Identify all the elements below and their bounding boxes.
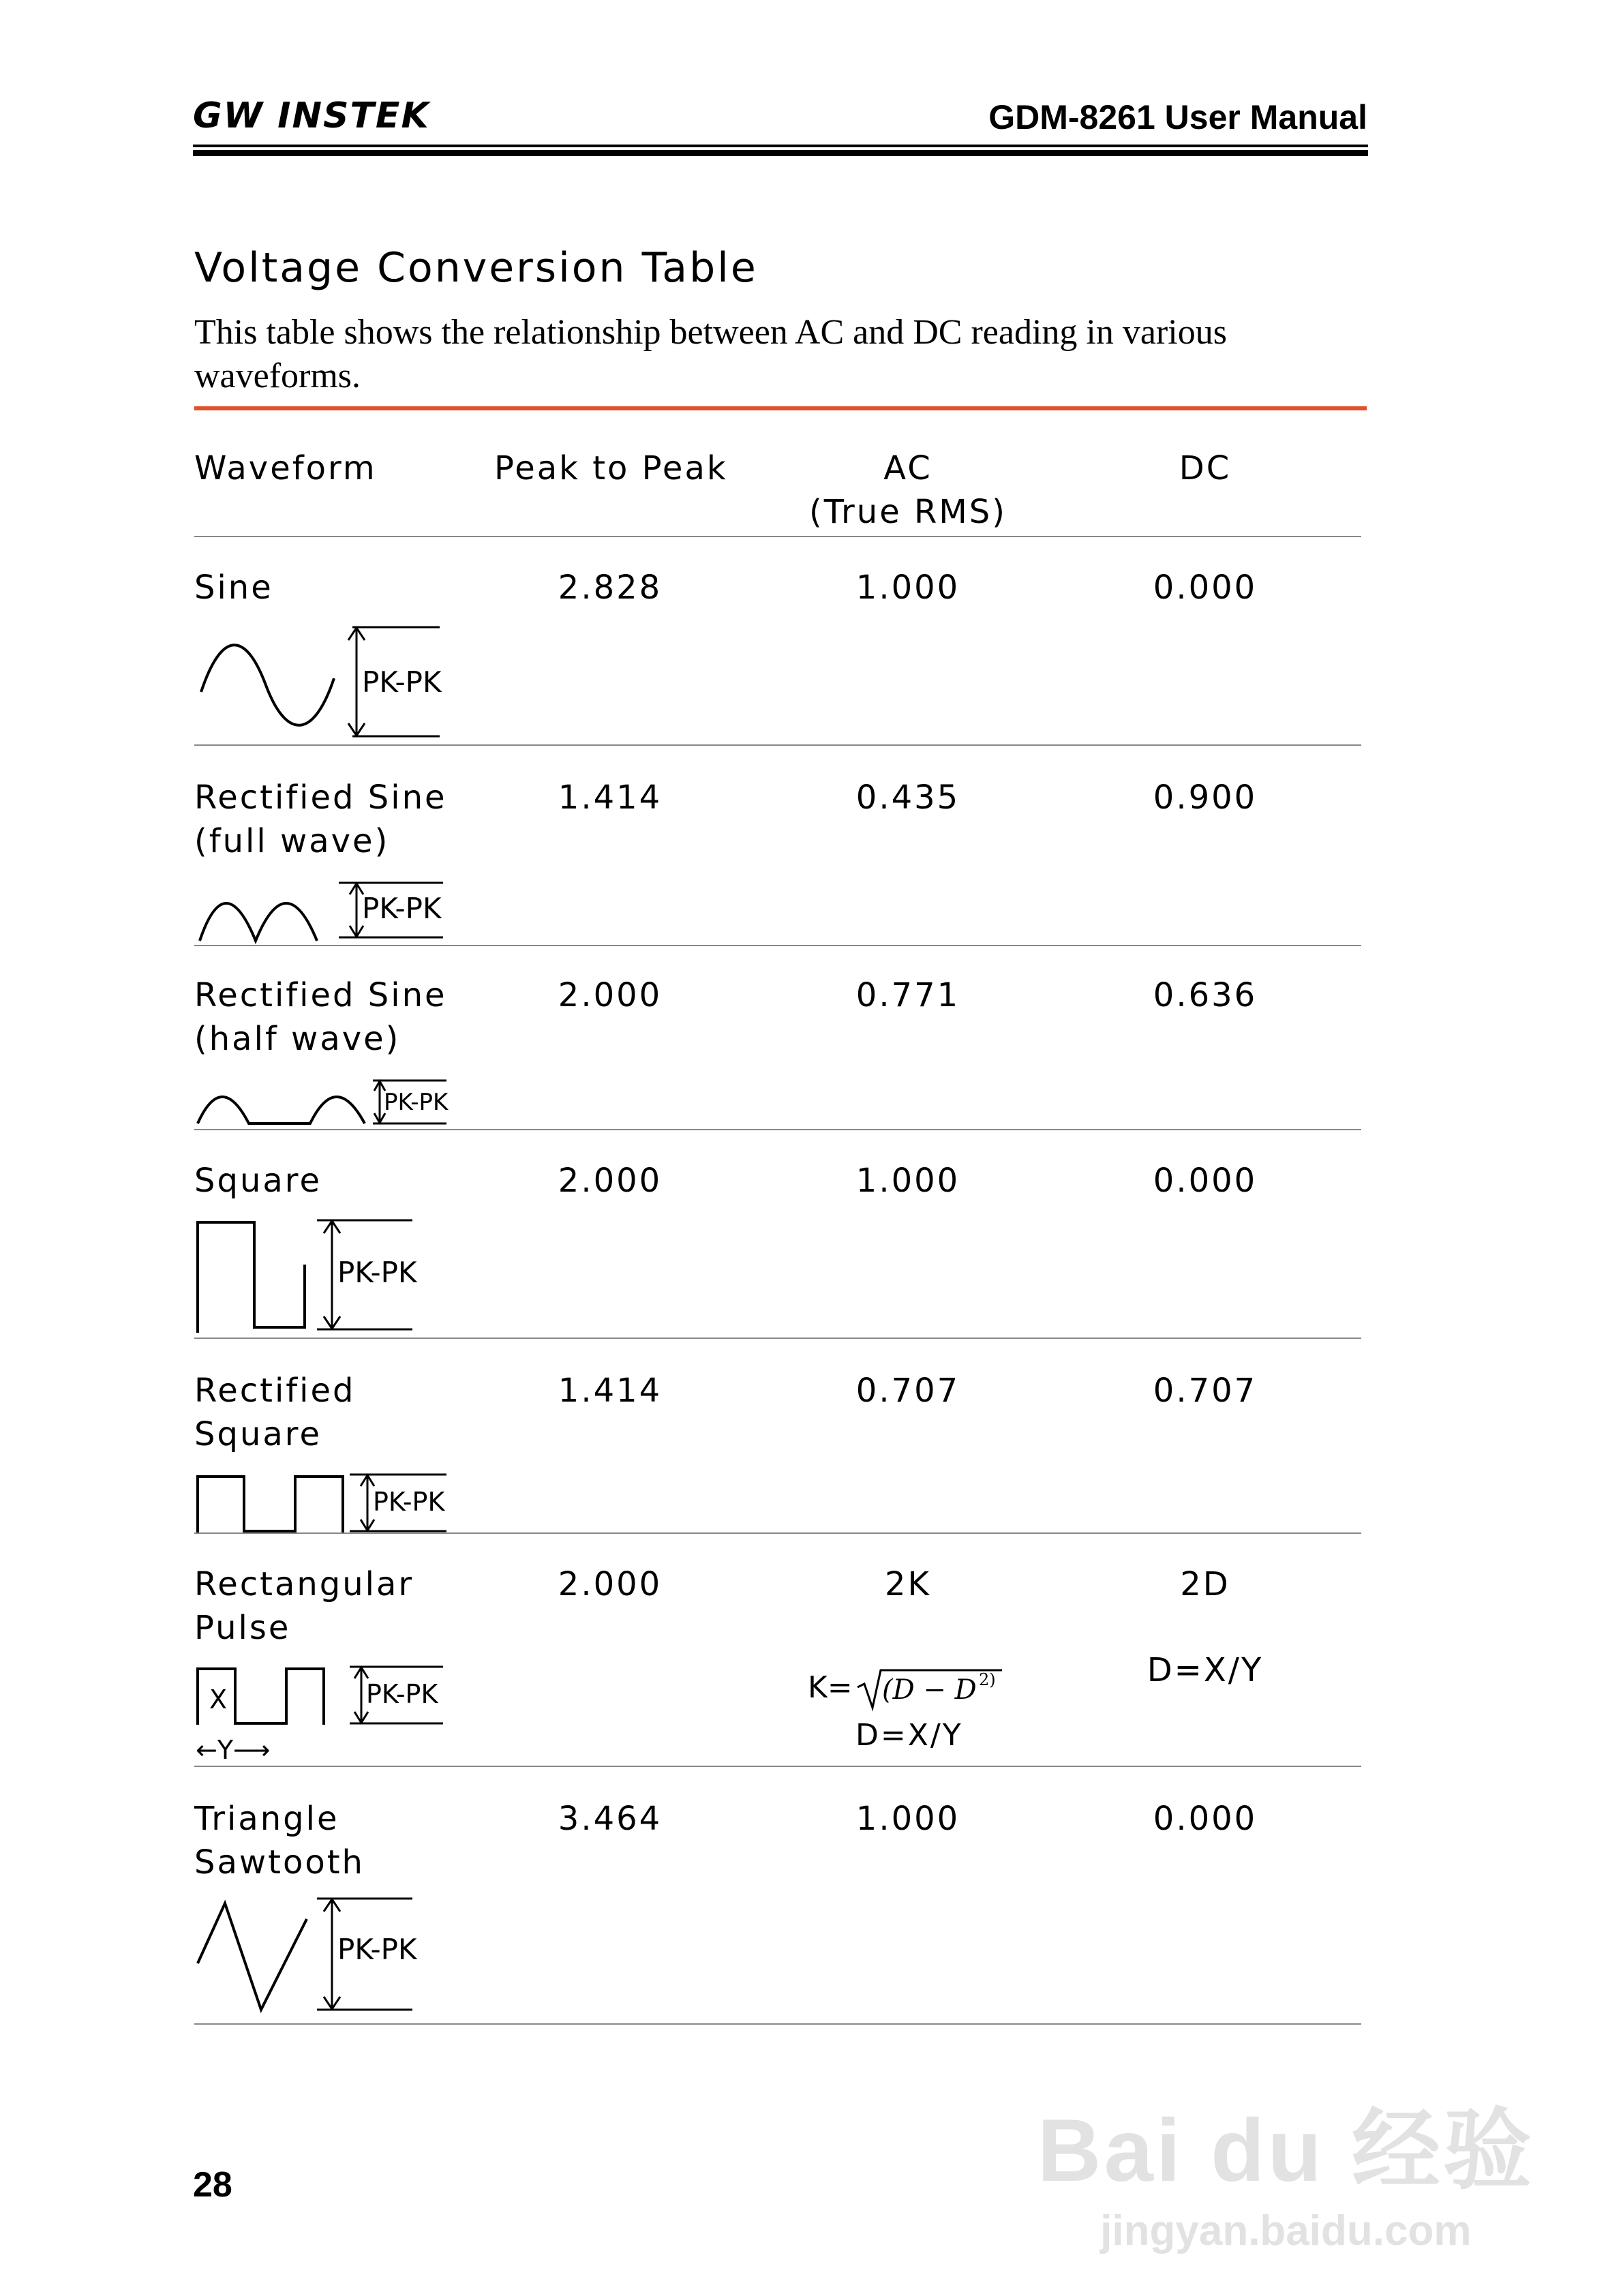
header-rule-thick <box>193 150 1368 156</box>
intro-line-2: waveforms. <box>194 357 361 395</box>
row-rule <box>194 1532 1361 1534</box>
square-wave-diagram <box>194 1217 426 1336</box>
header-rule-bottom <box>194 536 1361 537</box>
header-peak-to-peak: Peak to Peak <box>494 449 728 487</box>
row-square-name: Square <box>194 1162 322 1200</box>
ac-formula <box>804 1657 1016 1759</box>
row-square-ac: 1.000 <box>855 1162 960 1200</box>
intro-line-1: This table shows the relationship between AC and DC reading in various <box>194 313 1227 352</box>
manual-title: GDM-8261 User Manual <box>988 98 1367 136</box>
row-sine-name: Sine <box>194 569 273 607</box>
formula-d-definition: D=X/Y <box>855 1718 963 1753</box>
formula-expression: (D − D <box>882 1674 977 1706</box>
row-pulse-name: Rectangular Pulse <box>194 1565 414 1647</box>
row-halfwave-ac: 0.771 <box>855 976 960 1014</box>
section-title: Voltage Conversion Table <box>194 244 758 292</box>
half-wave-rectified-diagram <box>194 1077 467 1128</box>
table-top-rule <box>194 406 1367 410</box>
row-pulse-ac: 2K <box>884 1565 931 1603</box>
row-rule <box>194 1129 1361 1130</box>
row-rule <box>194 744 1361 746</box>
pk-pk-label: PK-PK <box>366 1679 438 1709</box>
row-triangle-p2p: 3.464 <box>558 1800 663 1838</box>
rectified-square-diagram <box>194 1471 467 1536</box>
pk-pk-label: PK-PK <box>373 1487 445 1517</box>
row-rule <box>194 1766 1361 1767</box>
row-sine-ac: 1.000 <box>855 569 960 607</box>
row-halfwave-dc: 0.636 <box>1153 976 1258 1014</box>
row-fullwave-p2p: 1.414 <box>558 779 663 817</box>
watermark-url: jingyan.baidu.com <box>1100 2207 1472 2254</box>
header-dc: DC <box>1179 449 1232 487</box>
row-square-dc: 0.000 <box>1153 1162 1258 1200</box>
row-halfwave-name: Rectified Sine (half wave) <box>194 976 447 1058</box>
triangle-wave-diagram <box>194 1895 426 2018</box>
row-pulse-p2p: 2.000 <box>558 1565 663 1603</box>
pk-pk-label: PK-PK <box>384 1089 449 1116</box>
pulse-x-label: X <box>209 1685 228 1715</box>
row-square-p2p: 2.000 <box>558 1162 663 1200</box>
row-rect-square-p2p: 1.414 <box>558 1372 663 1410</box>
pk-pk-label: PK-PK <box>362 892 442 925</box>
header-ac-line1: AC <box>883 449 932 487</box>
row-rule-bottom <box>194 2023 1361 2025</box>
row-rule <box>194 945 1361 946</box>
watermark <box>1037 2079 1534 2255</box>
page-number: 28 <box>193 2165 232 2205</box>
row-rect-square-ac: 0.707 <box>855 1372 960 1410</box>
row-fullwave-ac: 0.435 <box>855 779 960 817</box>
watermark-brand: Bai du 经验 <box>1037 2100 1534 2200</box>
header-rule <box>193 145 1368 147</box>
row-rect-square-name: Rectified Square <box>194 1372 356 1453</box>
row-triangle-name: Triangle Sawtooth <box>194 1800 365 1882</box>
pk-pk-label: PK-PK <box>337 1256 417 1289</box>
sine-wave-diagram <box>194 624 467 746</box>
header-waveform: Waveform <box>194 449 377 487</box>
intro-paragraph <box>194 311 1360 398</box>
pk-pk-label: PK-PK <box>362 665 442 699</box>
row-rule <box>194 1338 1361 1339</box>
pulse-y-label: ←Y⟶ <box>196 1735 271 1765</box>
dc-formula: D=X/Y <box>1147 1651 1264 1689</box>
row-fullwave-dc: 0.900 <box>1153 779 1258 817</box>
brand-logo: GW INSTEK <box>193 95 430 136</box>
row-sine-dc: 0.000 <box>1153 569 1258 607</box>
row-triangle-dc: 0.000 <box>1153 1800 1258 1838</box>
formula-k-label: K= <box>808 1670 853 1705</box>
header-ac-line2: (True RMS) <box>809 493 1007 531</box>
full-wave-rectified-diagram <box>194 879 467 948</box>
formula-superscript: 2) <box>979 1670 996 1689</box>
row-triangle-ac: 1.000 <box>855 1800 960 1838</box>
row-rect-square-dc: 0.707 <box>1153 1372 1258 1410</box>
row-halfwave-p2p: 2.000 <box>558 976 663 1014</box>
row-pulse-dc: 2D <box>1180 1565 1230 1603</box>
header-ac <box>792 447 1024 534</box>
rectangular-pulse-diagram <box>194 1663 467 1766</box>
pk-pk-label: PK-PK <box>337 1933 417 1966</box>
row-sine-p2p: 2.828 <box>558 569 663 607</box>
row-fullwave-name: Rectified Sine (full wave) <box>194 779 447 860</box>
